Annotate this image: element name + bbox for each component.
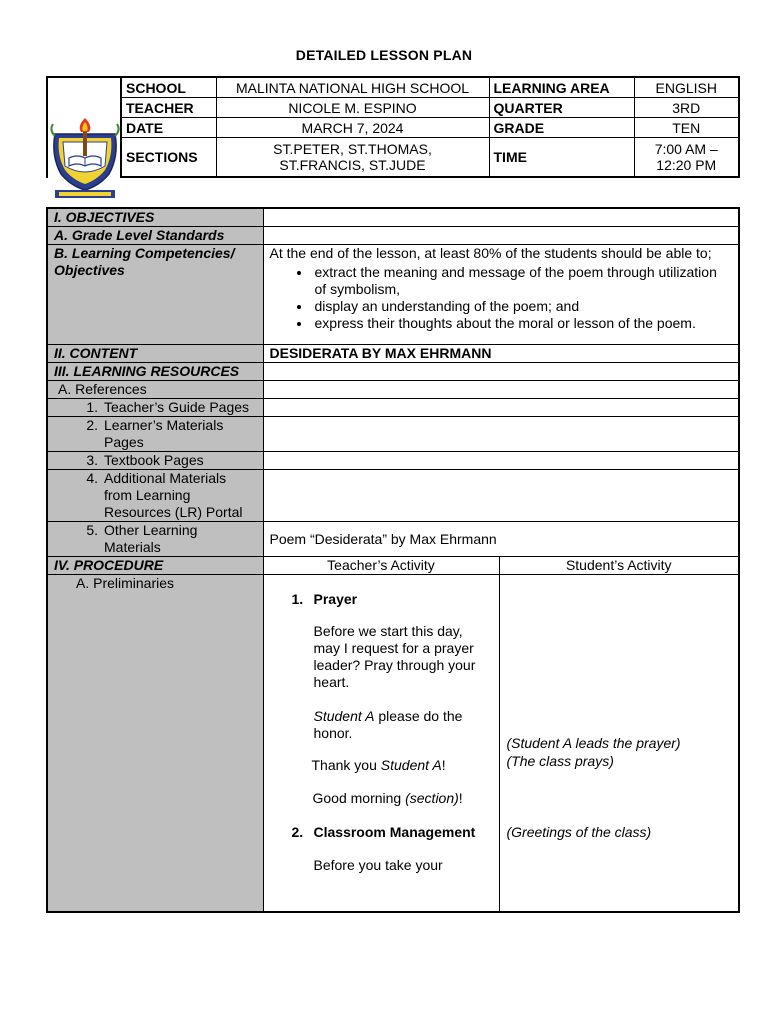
grade-level-label: A. Grade Level Standards <box>47 227 263 245</box>
document-title: DETAILED LESSON PLAN <box>295 47 473 63</box>
honor-text: Student A please do the honor. <box>313 708 463 741</box>
sections-label: SECTIONS <box>121 138 216 178</box>
lesson-plan-table <box>46 207 740 913</box>
school-label: SCHOOL <box>121 77 216 98</box>
resource-label: Other Learning Materials <box>104 522 198 555</box>
preliminaries-label: A. Preliminaries <box>76 575 175 591</box>
time-value <box>634 138 739 178</box>
preliminaries-row <box>47 575 739 913</box>
teacher-activity-header: Teacher’s Activity <box>263 557 499 575</box>
quarter-label: QUARTER <box>489 98 634 118</box>
resource-row <box>47 452 739 470</box>
resource-label: Learner’s Materials Pages <box>104 417 224 450</box>
resources-row <box>47 363 739 381</box>
teacher-value: NICOLE M. ESPINO <box>216 98 489 118</box>
resource-label: Teacher’s Guide Pages <box>104 399 250 415</box>
header-info-block <box>46 76 738 178</box>
resource-number: 4. <box>86 470 98 486</box>
date-value: MARCH 7, 2024 <box>216 118 489 138</box>
thank-you-text: Thank you Student A! <box>311 757 446 773</box>
teacher-activity-cell <box>263 575 499 913</box>
learning-area-label: LEARNING AREA <box>489 77 634 98</box>
resource-value: Poem “Desiderata” by Max Ehrmann <box>263 522 739 557</box>
prayer-title: Prayer <box>313 591 358 607</box>
grade-level-row <box>47 227 739 245</box>
classroom-management-number: 2. <box>291 824 304 840</box>
resource-row <box>47 470 739 522</box>
content-value: DESIDERATA BY MAX EHRMANN <box>263 345 739 363</box>
references-label: A. References <box>47 381 263 399</box>
resource-number: 3. <box>86 452 98 468</box>
competencies-intro: At the end of the lesson, at least 80% of the students should be able to; <box>269 245 712 261</box>
quarter-value: 3RD <box>634 98 739 118</box>
classroom-management-title: Classroom Management <box>313 824 476 840</box>
resource-row <box>47 417 739 452</box>
learning-area-value: ENGLISH <box>634 77 739 98</box>
content-row <box>47 345 739 363</box>
student-activity-header: Student’s Activity <box>499 557 739 575</box>
student-prayer-line-1: (Student A leads the prayer) <box>506 735 681 751</box>
competencies-label: B. Learning Competencies/ Objectives <box>47 245 263 345</box>
date-label: DATE <box>121 118 216 138</box>
resource-value <box>263 399 739 417</box>
resource-number: 2. <box>86 417 98 433</box>
time-line-1: 7:00 AM – <box>654 141 718 157</box>
objective-item: • extract the meaning and message of the poem through utilization of symbolism, <box>312 264 733 298</box>
objective-item: • display an understanding of the poem; and <box>312 298 733 315</box>
sections-line-1: ST.PETER, ST.THOMAS, <box>273 141 432 157</box>
competencies-content <box>263 245 739 345</box>
good-morning-text: Good morning (section)! <box>312 790 463 806</box>
grade-value: TEN <box>634 118 739 138</box>
resource-label: Textbook Pages <box>104 452 204 468</box>
school-value: MALINTA NATIONAL HIGH SCHOOL <box>216 77 489 98</box>
resources-heading: III. LEARNING RESOURCES <box>47 363 263 381</box>
time-label: TIME <box>489 138 634 178</box>
prayer-text: Before we start this day, may I request for a prayer leader? Pray through your heart. <box>313 623 476 690</box>
prayer-number: 1. <box>291 591 304 607</box>
classroom-management-text: Before you take your <box>313 857 443 873</box>
sections-line-2: ST.FRANCIS, ST.JUDE <box>279 157 426 173</box>
grade-label: GRADE <box>489 118 634 138</box>
school-logo-icon <box>49 116 121 202</box>
student-activity-cell <box>499 575 739 913</box>
resource-row <box>47 399 739 417</box>
sections-value <box>216 138 489 178</box>
school-logo-cell <box>46 76 122 178</box>
resource-value <box>263 452 739 470</box>
procedure-row <box>47 557 739 575</box>
resource-row <box>47 522 739 557</box>
teacher-label: TEACHER <box>121 98 216 118</box>
student-greetings: (Greetings of the class) <box>506 824 652 840</box>
objectives-list <box>270 264 733 332</box>
objectives-heading: I. OBJECTIVES <box>47 208 263 227</box>
content-heading: II. CONTENT <box>47 345 263 363</box>
resource-number: 1. <box>86 399 98 415</box>
resource-label: Additional Materials from Learning Resources (LR) Portal <box>104 470 243 520</box>
objective-item: • express their thoughts about the moral or lesson of the poem. <box>312 315 733 332</box>
resource-number: 5. <box>86 522 98 538</box>
competencies-row <box>47 245 739 345</box>
student-prayer-line-2: (The class prays) <box>506 753 614 769</box>
resource-value <box>263 417 739 452</box>
resource-value <box>263 470 739 522</box>
time-line-2: 12:20 PM <box>656 157 717 173</box>
procedure-heading: IV. PROCEDURE <box>47 557 263 575</box>
objectives-row <box>47 208 739 227</box>
header-info-table <box>120 76 740 178</box>
references-row <box>47 381 739 399</box>
